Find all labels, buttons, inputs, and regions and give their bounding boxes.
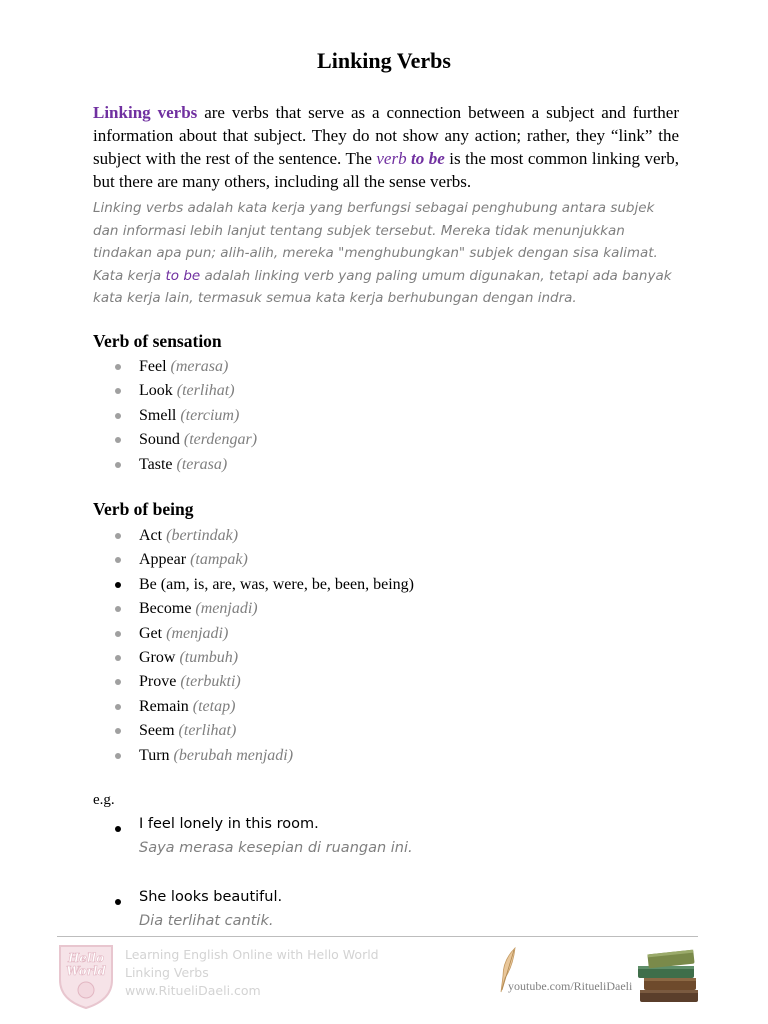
youtube-link[interactable]: youtube.com/RitueliDaeli [508, 979, 633, 993]
example-translation: Saya merasa kesepian di ruangan ini. [139, 840, 413, 856]
verb-translation: (terdengar) [183, 431, 258, 449]
verb-word: Remain [139, 697, 189, 715]
list-item [115, 379, 257, 403]
heading-verb-of-being: Verb of being [93, 499, 194, 519]
bullet-icon [115, 753, 121, 759]
list-item [115, 719, 414, 743]
intro-translation [93, 197, 679, 310]
verb-word: Taste [139, 455, 173, 473]
sensation-list [115, 355, 257, 477]
verb-word: Appear [139, 551, 187, 569]
verb-translation: (bertindak) [166, 527, 239, 544]
verb-translation: (terlihat) [176, 382, 235, 400]
intro-text-1: are verbs that serve as a connection between a subject and further information about that subject. They do not show any action; rather, they “link” the subject with the rest of the sentence. The [93, 103, 679, 168]
verb-word: Look [139, 382, 173, 400]
bullet-icon [115, 364, 121, 370]
verb-word: Seem [139, 722, 175, 740]
intro-id-to-be: to be [165, 267, 201, 284]
bullet-icon [115, 437, 121, 443]
bullet-icon [115, 388, 121, 394]
verb-translation: (tercium) [180, 406, 240, 424]
verb-word: Turn [139, 746, 170, 764]
verb-translation: (tumbuh) [179, 648, 239, 666]
verb-word: Get [139, 624, 163, 642]
intro-id-text-1: Linking verbs adalah kata kerja yang berfungsi sebagai penghubung antara subjek dan informasi lebih lanjut tentang subjek tersebut. Mereka tidak menunjukkan tindakan apa pun; alih-alih, mereka "menghubungkan" subjek dengan sisa kalimat. Kata kerja [93, 200, 658, 284]
examples-label: e.g. [93, 792, 115, 808]
bullet-icon [115, 679, 121, 685]
list-item [115, 670, 414, 694]
verb-translation: (menjadi) [166, 624, 229, 642]
intro-text-2: is the most common linking verb, but there are many others, including all the sense verbs. [93, 149, 679, 191]
verb-word: Feel [139, 358, 167, 375]
verb-word: Smell [139, 406, 177, 424]
list-item [115, 573, 414, 597]
list-item [115, 744, 414, 768]
bullet-icon [115, 728, 121, 734]
verb-translation: (menjadi) [195, 600, 258, 618]
list-item [115, 622, 414, 646]
verb-word: Become [139, 600, 192, 618]
verb-translation: (terbukti) [180, 673, 241, 691]
verb-word: Act [139, 527, 163, 544]
books-icon [634, 944, 704, 1006]
footer-page-title: Linking Verbs [125, 965, 209, 980]
example-english: She looks beautiful. [139, 889, 283, 905]
footer-site-title: Learning English Online with Hello World [125, 947, 379, 962]
intro-verb-word: verb [376, 149, 412, 168]
list-item [115, 646, 414, 670]
intro-paragraph [93, 101, 679, 193]
verb-translation: (tampak) [190, 551, 248, 569]
list-item [115, 453, 257, 477]
heading-verb-of-sensation: Verb of sensation [93, 331, 222, 351]
logo-text-world: World [66, 964, 106, 978]
example-english: I feel lonely in this room. [139, 816, 319, 832]
verb-translation: (terlihat) [178, 722, 237, 740]
example-translation: Dia terlihat cantik. [139, 913, 274, 929]
page-title: Linking Verbs [317, 48, 451, 73]
bullet-icon [115, 557, 121, 563]
bullet-icon [115, 704, 121, 710]
bullet-icon [115, 533, 121, 539]
list-item [115, 404, 257, 428]
intro-to-be: to be [411, 149, 445, 168]
bullet-icon [115, 606, 121, 612]
verb-translation: (merasa) [170, 358, 229, 375]
bullet-icon [115, 582, 121, 588]
list-item [115, 524, 414, 548]
bullet-icon [115, 631, 121, 637]
verb-translation: (terasa) [176, 455, 228, 473]
bullet-icon [115, 826, 121, 832]
verb-word: Prove [139, 673, 177, 691]
intro-id-text-2: adalah linking verb yang paling umum digunakan, tetapi ada banyak kata kerja lain, termasuk semua kata kerja berhubungan dengan indra. [93, 267, 672, 307]
logo-text-hello: Hello [67, 951, 105, 965]
list-item [115, 548, 414, 572]
bullet-icon [115, 899, 121, 905]
being-list [115, 524, 414, 768]
verb-translation: (berubah menjadi) [173, 746, 294, 764]
footer-website-link[interactable]: www.RitueliDaeli.com [125, 983, 261, 998]
verb-translation: (tetap) [192, 697, 236, 715]
footer-divider [57, 936, 698, 937]
verb-word: Sound [139, 431, 180, 449]
list-item [115, 597, 414, 621]
hello-world-logo [56, 940, 116, 1010]
list-item [115, 355, 257, 379]
list-item [115, 428, 257, 452]
bullet-icon [115, 655, 121, 661]
verb-word: Be (am, is, are, was, were, be, been, being) [139, 575, 414, 593]
verb-word: Grow [139, 648, 176, 666]
bullet-icon [115, 413, 121, 419]
list-item [115, 695, 414, 719]
intro-term: Linking verbs [93, 103, 198, 122]
bullet-icon [115, 462, 121, 468]
